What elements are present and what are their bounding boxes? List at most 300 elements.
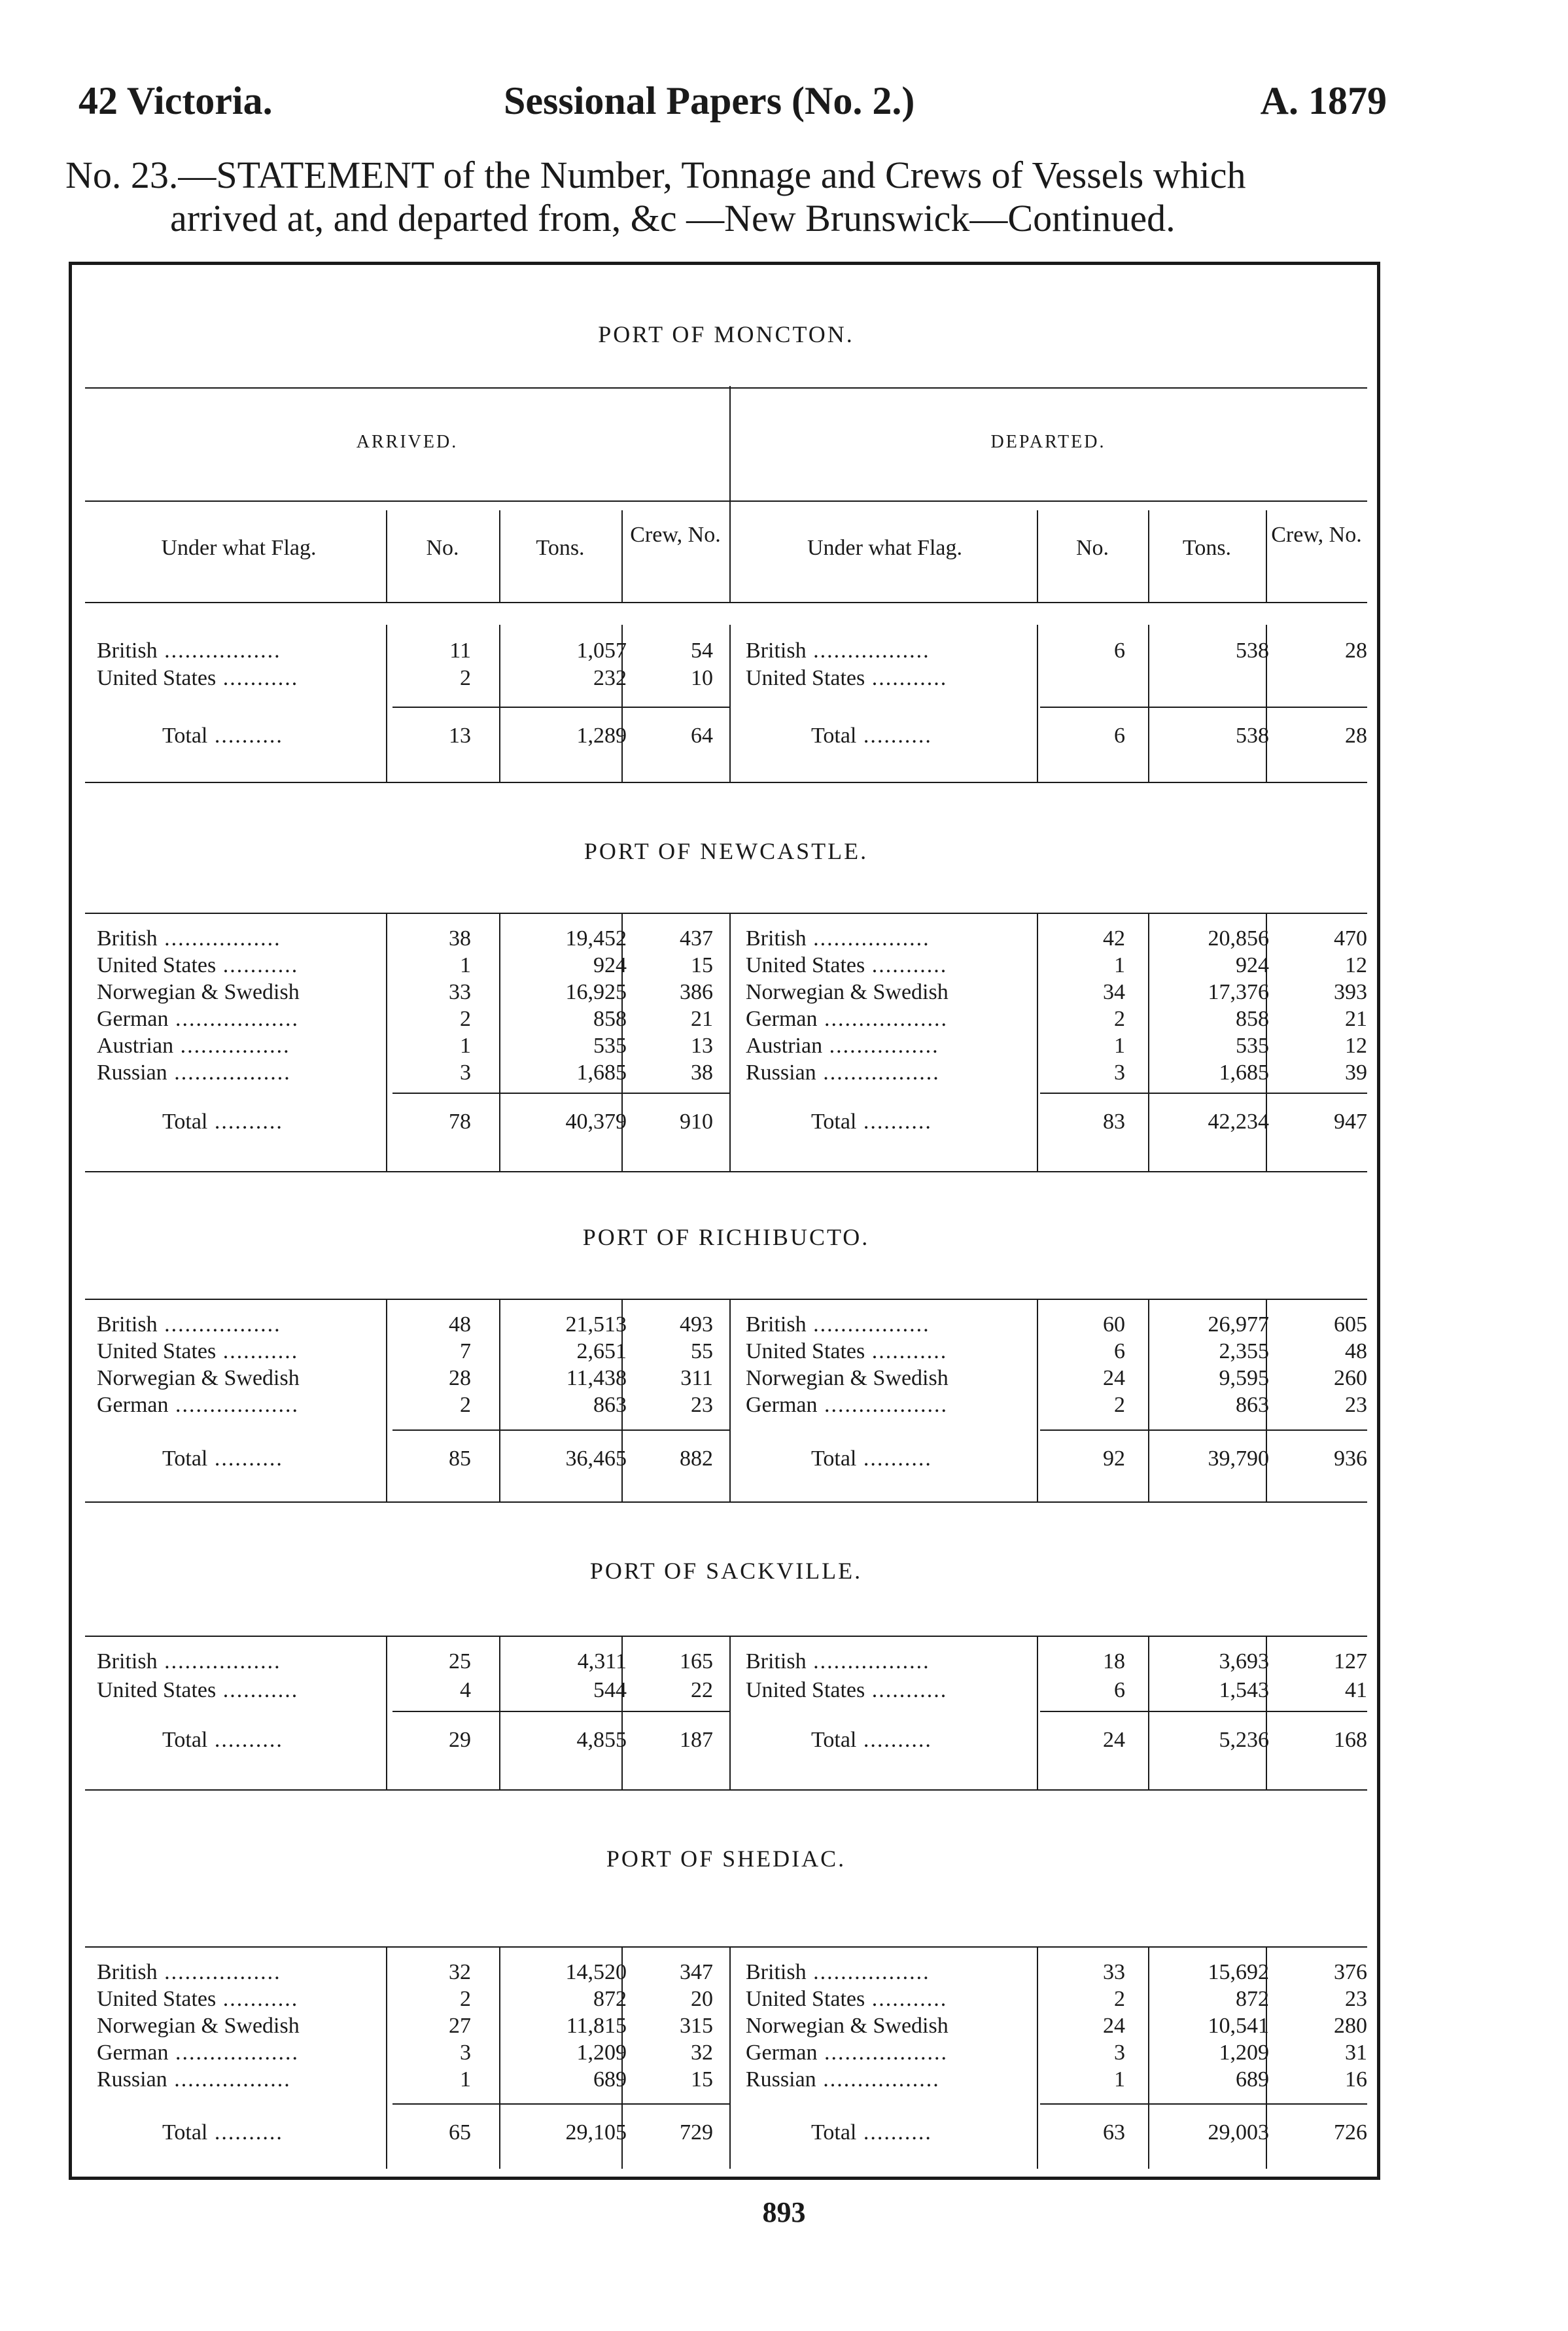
column-rule <box>1037 913 1038 1171</box>
leader-dots: .................. <box>168 1393 300 1417</box>
departed-total-label: Total .......... <box>811 1446 932 1471</box>
running-head <box>78 79 1387 131</box>
leader-dots: ........... <box>216 953 299 977</box>
row-rule <box>1040 1711 1367 1712</box>
arrived-crew: 165 <box>680 1649 713 1674</box>
arrived-crew: 437 <box>680 926 713 951</box>
arrived-tons: 1,685 <box>576 1060 627 1085</box>
departed-tons: 924 <box>1236 953 1269 977</box>
column-crew: Crew, No. <box>630 523 721 547</box>
row-rule <box>85 1501 1367 1503</box>
leader-dots: ................. <box>816 2067 940 2092</box>
leader-dots: ................. <box>157 1649 281 1674</box>
arrived-crew: 64 <box>691 724 713 748</box>
column-rule <box>1037 510 1038 602</box>
departed-crew: 12 <box>1345 953 1367 977</box>
arrived-flag: British ................. <box>97 1312 281 1337</box>
departed-flag: German .................. <box>746 2041 949 2065</box>
departed-flag: United States ........... <box>746 1339 948 1363</box>
arrived-crew: 187 <box>680 1728 713 1752</box>
arrived-crew: 10 <box>691 666 713 690</box>
departed-no: 24 <box>1103 1728 1125 1752</box>
arrived-flag: United States ........... <box>97 666 299 690</box>
arrived-tons: 1,209 <box>576 2041 627 2065</box>
departed-flag: Norwegian & Swedish <box>746 2014 949 2038</box>
departed-no: 6 <box>1114 724 1125 748</box>
departed-flag: German .................. <box>746 1393 949 1417</box>
departed-crew: 376 <box>1334 1960 1367 1984</box>
leader-dots: .......... <box>207 1728 283 1752</box>
arrived-tons: 21,513 <box>565 1312 627 1337</box>
arrived-no: 27 <box>449 2014 471 2038</box>
arrived-no: 7 <box>460 1339 471 1363</box>
departed-tons: 872 <box>1236 1987 1269 2011</box>
row-rule <box>392 2103 729 2105</box>
departed-crew: 41 <box>1345 1678 1367 1702</box>
leader-dots: .......... <box>856 1728 932 1752</box>
departed-tons: 535 <box>1236 1034 1269 1058</box>
arrived-no: 78 <box>449 1110 471 1134</box>
departed-flag: United States ........... <box>746 666 948 690</box>
arrived-heading: ARRIVED. <box>356 432 459 452</box>
leader-dots: ................. <box>806 1960 930 1984</box>
column-crew: Crew, No. <box>1271 523 1362 547</box>
arrived-tons: 19,452 <box>565 926 627 951</box>
arrived-no: 29 <box>449 1728 471 1752</box>
arrived-tons: 4,855 <box>576 1728 627 1752</box>
row-rule <box>85 913 1367 914</box>
leader-dots: ................. <box>806 926 930 951</box>
arrived-crew: 54 <box>691 639 713 663</box>
row-rule <box>85 1946 1367 1948</box>
arrived-tons: 1,057 <box>576 639 627 663</box>
row-rule <box>85 1299 1367 1300</box>
departed-flag: German .................. <box>746 1007 949 1031</box>
departed-no: 2 <box>1114 1987 1125 2011</box>
departed-flag: British ................. <box>746 1649 930 1674</box>
column-rule <box>1148 1299 1149 1501</box>
departed-tons: 858 <box>1236 1007 1269 1031</box>
leader-dots: .................. <box>168 1007 300 1031</box>
departed-no: 33 <box>1103 1960 1125 1984</box>
row-rule <box>392 707 729 708</box>
row-rule <box>392 1093 729 1094</box>
leader-dots: ........... <box>865 666 948 690</box>
leader-dots: ........... <box>865 1339 948 1363</box>
departed-tons: 15,692 <box>1208 1960 1269 1984</box>
departed-crew: 936 <box>1334 1446 1367 1471</box>
arrived-crew: 729 <box>680 2120 713 2145</box>
departed-no: 6 <box>1114 1339 1125 1363</box>
departed-flag: British ................. <box>746 1960 930 1984</box>
column-rule <box>729 1636 731 1789</box>
departed-tons: 863 <box>1236 1393 1269 1417</box>
arrived-total-label: Total .......... <box>162 724 283 748</box>
departed-no: 42 <box>1103 926 1125 951</box>
arrived-no: 13 <box>449 724 471 748</box>
leader-dots: ........... <box>865 1678 948 1702</box>
departed-tons: 3,693 <box>1219 1649 1269 1674</box>
column-rule <box>1037 1299 1038 1501</box>
departed-no: 83 <box>1103 1110 1125 1134</box>
column-tons: Tons. <box>536 536 585 560</box>
column-rule <box>1148 1946 1149 2169</box>
departed-crew: 28 <box>1345 724 1367 748</box>
column-rule <box>729 1299 731 1501</box>
port-title: PORT OF NEWCASTLE. <box>584 838 869 864</box>
leader-dots: ................. <box>167 2067 291 2092</box>
arrived-no: 48 <box>449 1312 471 1337</box>
arrived-no: 32 <box>449 1960 471 1984</box>
arrived-no: 2 <box>460 1007 471 1031</box>
arrived-flag: Norwegian & Swedish <box>97 980 300 1004</box>
arrived-flag: British ................. <box>97 1960 281 1984</box>
departed-flag: Russian ................. <box>746 2067 940 2092</box>
arrived-tons: 863 <box>593 1393 627 1417</box>
arrived-crew: 311 <box>680 1366 713 1390</box>
leader-dots: .......... <box>207 1110 283 1134</box>
row-rule <box>85 500 1367 502</box>
arrived-total-label: Total .......... <box>162 2120 283 2145</box>
arrived-total-label: Total .......... <box>162 1110 283 1134</box>
departed-tons: 2,355 <box>1219 1339 1269 1363</box>
row-rule <box>1040 707 1367 708</box>
arrived-tons: 40,379 <box>565 1110 627 1134</box>
leader-dots: .......... <box>207 1446 283 1471</box>
departed-flag: British ................. <box>746 926 930 951</box>
column-rule <box>729 1946 731 2169</box>
column-flag: Under what Flag. <box>807 536 962 560</box>
arrived-no: 38 <box>449 926 471 951</box>
header-papers: Sessional Papers (No. 2.) <box>504 79 915 122</box>
leader-dots: .......... <box>856 2120 932 2145</box>
departed-no: 18 <box>1103 1649 1125 1674</box>
arrived-tons: 29,105 <box>565 2120 627 2145</box>
departed-no: 6 <box>1114 1678 1125 1702</box>
departed-crew: 12 <box>1345 1034 1367 1058</box>
departed-flag: Norwegian & Swedish <box>746 1366 949 1390</box>
column-rule <box>1037 625 1038 782</box>
arrived-no: 2 <box>460 1987 471 2011</box>
column-flag: Under what Flag. <box>161 536 317 560</box>
column-rule <box>386 1636 387 1789</box>
arrived-flag: British ................. <box>97 926 281 951</box>
departed-tons: 42,234 <box>1208 1110 1269 1134</box>
departed-crew: 947 <box>1334 1110 1367 1134</box>
arrived-crew: 38 <box>691 1060 713 1085</box>
page-number: 893 <box>762 2196 806 2228</box>
row-rule <box>85 1636 1367 1637</box>
departed-crew: 280 <box>1334 2014 1367 2038</box>
arrived-no: 2 <box>460 666 471 690</box>
departed-heading: DEPARTED. <box>990 432 1106 452</box>
departed-tons: 689 <box>1236 2067 1269 2092</box>
leader-dots: ................. <box>157 926 281 951</box>
arrived-crew: 21 <box>691 1007 713 1031</box>
arrived-tons: 544 <box>593 1678 627 1702</box>
column-no: No. <box>426 536 459 560</box>
arrived-tons: 4,311 <box>577 1649 627 1674</box>
arrived-no: 28 <box>449 1366 471 1390</box>
departed-flag: United States ........... <box>746 1678 948 1702</box>
arrived-no: 4 <box>460 1678 471 1702</box>
arrived-no: 2 <box>460 1393 471 1417</box>
leader-dots: .......... <box>207 2120 283 2145</box>
column-rule <box>499 510 500 602</box>
arrived-tons: 2,651 <box>576 1339 627 1363</box>
leader-dots: ........... <box>216 1339 299 1363</box>
arrived-tons: 14,520 <box>565 1960 627 1984</box>
port-title: PORT OF SACKVILLE. <box>589 1558 863 1584</box>
row-rule <box>1040 2103 1367 2105</box>
arrived-no: 65 <box>449 2120 471 2145</box>
arrived-no: 1 <box>460 953 471 977</box>
arrived-tons: 924 <box>593 953 627 977</box>
column-rule <box>1148 510 1149 602</box>
arrived-flag: Russian ................. <box>97 1060 291 1085</box>
arrived-crew: 493 <box>680 1312 713 1337</box>
departed-tons: 29,003 <box>1208 2120 1269 2145</box>
departed-no: 1 <box>1114 1034 1125 1058</box>
leader-dots: ........... <box>865 1987 948 2011</box>
leader-dots: ................. <box>806 1649 930 1674</box>
arrived-tons: 858 <box>593 1007 627 1031</box>
leader-dots: ........... <box>216 1987 299 2011</box>
title-line-2: arrived at, and departed from, &c —New Brunswick—Continued. <box>170 197 1176 239</box>
title-line-1: No. 23.—STATEMENT of the Number, Tonnage and Crews of Vessels which <box>65 154 1246 196</box>
arrived-total-label: Total .......... <box>162 1446 283 1471</box>
arrived-flag: Norwegian & Swedish <box>97 1366 300 1390</box>
departed-no: 63 <box>1103 2120 1125 2145</box>
departed-no: 60 <box>1103 1312 1125 1337</box>
arrived-flag: United States ........... <box>97 953 299 977</box>
departed-tons: 10,541 <box>1208 2014 1269 2038</box>
arrived-tons: 11,815 <box>566 2014 627 2038</box>
departed-no: 2 <box>1114 1007 1125 1031</box>
arrived-flag: Russian ................. <box>97 2067 291 2092</box>
column-rule <box>1266 510 1267 602</box>
arrived-flag: United States ........... <box>97 1987 299 2011</box>
departed-flag: Norwegian & Swedish <box>746 980 949 1004</box>
column-rule <box>1148 913 1149 1171</box>
departed-crew: 23 <box>1345 1987 1367 2011</box>
row-rule <box>392 1711 729 1712</box>
departed-tons: 538 <box>1236 724 1269 748</box>
column-rule <box>386 510 387 602</box>
arrived-flag: German .................. <box>97 1007 300 1031</box>
departed-crew: 21 <box>1345 1007 1367 1031</box>
port-title: PORT OF RICHIBUCTO. <box>582 1224 870 1250</box>
arrived-crew: 315 <box>680 2014 713 2038</box>
leader-dots: ........... <box>216 666 299 690</box>
row-rule <box>85 1171 1367 1172</box>
departed-no: 1 <box>1114 2067 1125 2092</box>
column-rule <box>729 386 731 602</box>
leader-dots: ................. <box>806 639 930 663</box>
arrived-crew: 882 <box>680 1446 713 1471</box>
column-no: No. <box>1075 536 1109 560</box>
column-rule <box>1148 625 1149 782</box>
departed-flag: British ................. <box>746 1312 930 1337</box>
leader-dots: ................. <box>157 1312 281 1337</box>
departed-no: 24 <box>1103 1366 1125 1390</box>
leader-dots: .................. <box>817 2041 949 2065</box>
port-title: PORT OF SHEDIAC. <box>606 1846 846 1872</box>
arrived-crew: 386 <box>680 980 713 1004</box>
departed-tons: 20,856 <box>1208 926 1269 951</box>
departed-no: 2 <box>1114 1393 1125 1417</box>
row-rule <box>1040 1429 1367 1431</box>
column-rule <box>1037 1636 1038 1789</box>
header-session: 42 Victoria. <box>78 79 273 122</box>
departed-flag: British ................. <box>746 639 930 663</box>
departed-flag: United States ........... <box>746 1987 948 2011</box>
column-rule <box>1148 1636 1149 1789</box>
departed-flag: Russian ................. <box>746 1060 940 1085</box>
departed-crew: 470 <box>1334 926 1367 951</box>
departed-crew: 39 <box>1345 1060 1367 1085</box>
arrived-crew: 13 <box>691 1034 713 1058</box>
leader-dots: ........... <box>216 1678 299 1702</box>
row-rule <box>85 782 1367 783</box>
departed-crew: 168 <box>1334 1728 1367 1752</box>
leader-dots: .......... <box>207 724 283 748</box>
departed-no: 24 <box>1103 2014 1125 2038</box>
departed-crew: 726 <box>1334 2120 1367 2145</box>
departed-total-label: Total .......... <box>811 724 932 748</box>
departed-crew: 127 <box>1334 1649 1367 1674</box>
row-rule <box>85 1789 1367 1791</box>
arrived-no: 3 <box>460 2041 471 2065</box>
arrived-no: 1 <box>460 2067 471 2092</box>
leader-dots: ................. <box>157 639 281 663</box>
leader-dots: ................ <box>173 1034 290 1058</box>
departed-crew: 393 <box>1334 980 1367 1004</box>
arrived-tons: 11,438 <box>566 1366 627 1390</box>
arrived-crew: 55 <box>691 1339 713 1363</box>
column-rule <box>621 510 623 602</box>
leader-dots: .................. <box>168 2041 300 2065</box>
column-rule <box>1037 1946 1038 2169</box>
row-rule <box>85 602 1367 603</box>
column-rule <box>386 1946 387 2169</box>
column-rule <box>386 1299 387 1501</box>
departed-tons: 5,236 <box>1219 1728 1269 1752</box>
column-rule <box>729 913 731 1171</box>
departed-crew: 31 <box>1345 2041 1367 2065</box>
arrived-flag: United States ........... <box>97 1678 299 1702</box>
arrived-flag: United States ........... <box>97 1339 299 1363</box>
header-year: A. 1879 <box>1260 79 1387 122</box>
leader-dots: ................. <box>816 1060 940 1085</box>
leader-dots: ........... <box>865 953 948 977</box>
arrived-total-label: Total .......... <box>162 1728 283 1752</box>
leader-dots: ................ <box>822 1034 939 1058</box>
arrived-no: 11 <box>449 639 471 663</box>
departed-flag: Austrian ................ <box>746 1034 939 1058</box>
leader-dots: .......... <box>856 724 932 748</box>
leader-dots: ................. <box>167 1060 291 1085</box>
departed-no: 1 <box>1114 953 1125 977</box>
arrived-crew: 347 <box>680 1960 713 1984</box>
arrived-no: 3 <box>460 1060 471 1085</box>
leader-dots: .................. <box>817 1007 949 1031</box>
arrived-tons: 16,925 <box>565 980 627 1004</box>
row-rule <box>85 387 1367 389</box>
document-title <box>65 154 1406 240</box>
arrived-no: 25 <box>449 1649 471 1674</box>
departed-tons: 1,543 <box>1219 1678 1269 1702</box>
arrived-crew: 910 <box>680 1110 713 1134</box>
arrived-tons: 232 <box>593 666 627 690</box>
departed-crew: 28 <box>1345 639 1367 663</box>
column-rule <box>386 625 387 782</box>
departed-total-label: Total .......... <box>811 1728 932 1752</box>
arrived-crew: 15 <box>691 2067 713 2092</box>
departed-crew: 48 <box>1345 1339 1367 1363</box>
arrived-no: 1 <box>460 1034 471 1058</box>
departed-tons: 1,685 <box>1219 1060 1269 1085</box>
departed-tons: 26,977 <box>1208 1312 1269 1337</box>
departed-total-label: Total .......... <box>811 1110 932 1134</box>
arrived-crew: 22 <box>691 1678 713 1702</box>
arrived-flag: German .................. <box>97 2041 300 2065</box>
leader-dots: .......... <box>856 1446 932 1471</box>
column-rule <box>729 625 731 782</box>
row-rule <box>1040 1093 1367 1094</box>
arrived-tons: 36,465 <box>565 1446 627 1471</box>
arrived-flag: British ................. <box>97 1649 281 1674</box>
departed-crew: 16 <box>1345 2067 1367 2092</box>
arrived-no: 85 <box>449 1446 471 1471</box>
arrived-crew: 15 <box>691 953 713 977</box>
arrived-tons: 872 <box>593 1987 627 2011</box>
arrived-flag: British ................. <box>97 639 281 663</box>
departed-tons: 538 <box>1236 639 1269 663</box>
departed-crew: 260 <box>1334 1366 1367 1390</box>
departed-tons: 39,790 <box>1208 1446 1269 1471</box>
arrived-flag: Austrian ................ <box>97 1034 290 1058</box>
column-tons: Tons. <box>1182 536 1232 560</box>
departed-no: 3 <box>1114 2041 1125 2065</box>
departed-total-label: Total .......... <box>811 2120 932 2145</box>
departed-crew: 605 <box>1334 1312 1367 1337</box>
departed-no: 92 <box>1103 1446 1125 1471</box>
arrived-flag: German .................. <box>97 1393 300 1417</box>
leader-dots: .......... <box>856 1110 932 1134</box>
arrived-tons: 689 <box>593 2067 627 2092</box>
arrived-tons: 535 <box>593 1034 627 1058</box>
departed-no: 34 <box>1103 980 1125 1004</box>
departed-crew: 23 <box>1345 1393 1367 1417</box>
departed-tons: 17,376 <box>1208 980 1269 1004</box>
leader-dots: ................. <box>806 1312 930 1337</box>
arrived-crew: 32 <box>691 2041 713 2065</box>
leader-dots: ................. <box>157 1960 281 1984</box>
departed-no: 6 <box>1114 639 1125 663</box>
arrived-flag: Norwegian & Swedish <box>97 2014 300 2038</box>
departed-no: 3 <box>1114 1060 1125 1085</box>
port-title: PORT OF MONCTON. <box>598 321 854 347</box>
arrived-crew: 20 <box>691 1987 713 2011</box>
departed-tons: 9,595 <box>1219 1366 1269 1390</box>
arrived-no: 33 <box>449 980 471 1004</box>
column-rule <box>386 913 387 1171</box>
arrived-tons: 1,289 <box>576 724 627 748</box>
row-rule <box>392 1429 729 1431</box>
leader-dots: .................. <box>817 1393 949 1417</box>
arrived-crew: 23 <box>691 1393 713 1417</box>
